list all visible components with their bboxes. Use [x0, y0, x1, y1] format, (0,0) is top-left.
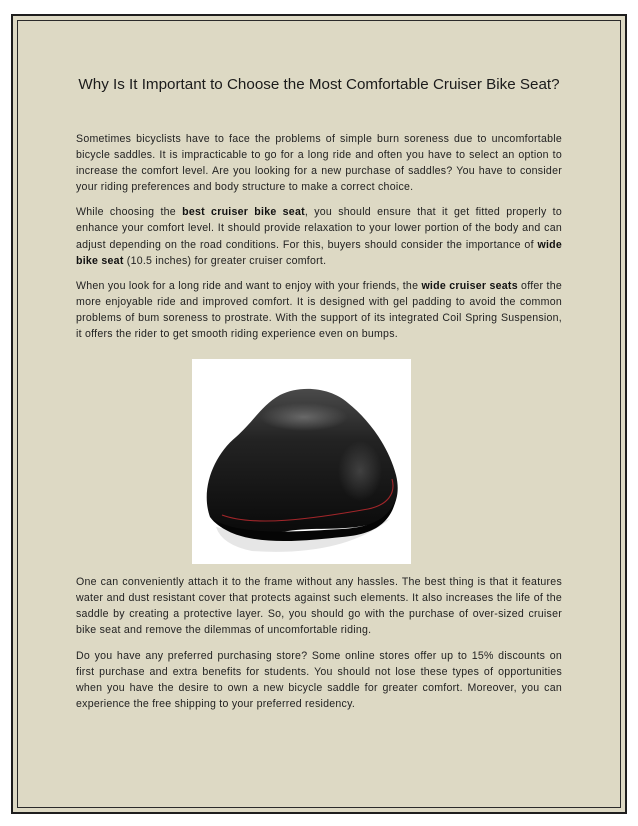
paragraph-attach: One can conveniently attach it to the frame without any hassles. The best thing is that it features water and dust resistant cover that protects against such elements. It also increases the life of the saddle by creating a protective layer. So, you should go with the purchase of over-sized cruiser bike seat and remove the dilemmas of uncomfortable riding. — [76, 576, 562, 637]
paragraph-wide-seats — [76, 278, 562, 342]
saddle-highlight — [260, 403, 348, 431]
saddle-illustration — [192, 359, 411, 564]
paragraph-choosing — [76, 204, 562, 268]
bold-keyword: best cruiser bike seat — [182, 206, 305, 219]
bike-saddle-image — [192, 359, 411, 564]
text-run: When you look for a long ride and want to enjoy with your friends, the — [76, 279, 422, 292]
paragraph-purchase: Do you have any preferred purchasing store? Some online stores offer up to 15% discounts on first purchase and extra benefits for students. You should not lose these types of opportunities when you have the desire to own a new bicycle saddle for greater comfort. Moreover, you can experience the free shipping to your preferred residency. — [76, 649, 562, 710]
text-run: , you should ensure that it get fitted properly to enhance your comfort level. It should provide relaxation to your lower portion of the body and can adjust depending on the road conditions. For this, buyers should consider the importance of — [76, 206, 562, 251]
document-body — [76, 74, 562, 712]
saddle-highlight — [338, 441, 382, 501]
text-run: offer the more enjoyable ride and improved comfort. It is designed with gel padding to avoid the common problems of bum soreness to prostrate. With the support of its integrated Coil Spring Suspension, it offers the rider to get smooth riding experience even on bumps. — [76, 279, 562, 341]
bold-keyword: wide cruiser seats — [421, 279, 518, 292]
bold-keyword: wide bike seat — [76, 238, 562, 267]
text-run: (10.5 inches) for greater cruiser comfort. — [123, 254, 327, 267]
page-title: Why Is It Important to Choose the Most Comfortable Cruiser Bike Seat? — [78, 76, 560, 93]
text-run: While choosing the — [76, 206, 183, 219]
paragraph-intro: Sometimes bicyclists have to face the problems of simple burn soreness due to uncomfortable bicycle saddles. It is impracticable to go for a long ride and often you have to select an option to increase the comfort level. Are you looking for a new purchase of saddles? You have to consider your riding preferences and body structure to make a correct choice. — [76, 133, 562, 194]
